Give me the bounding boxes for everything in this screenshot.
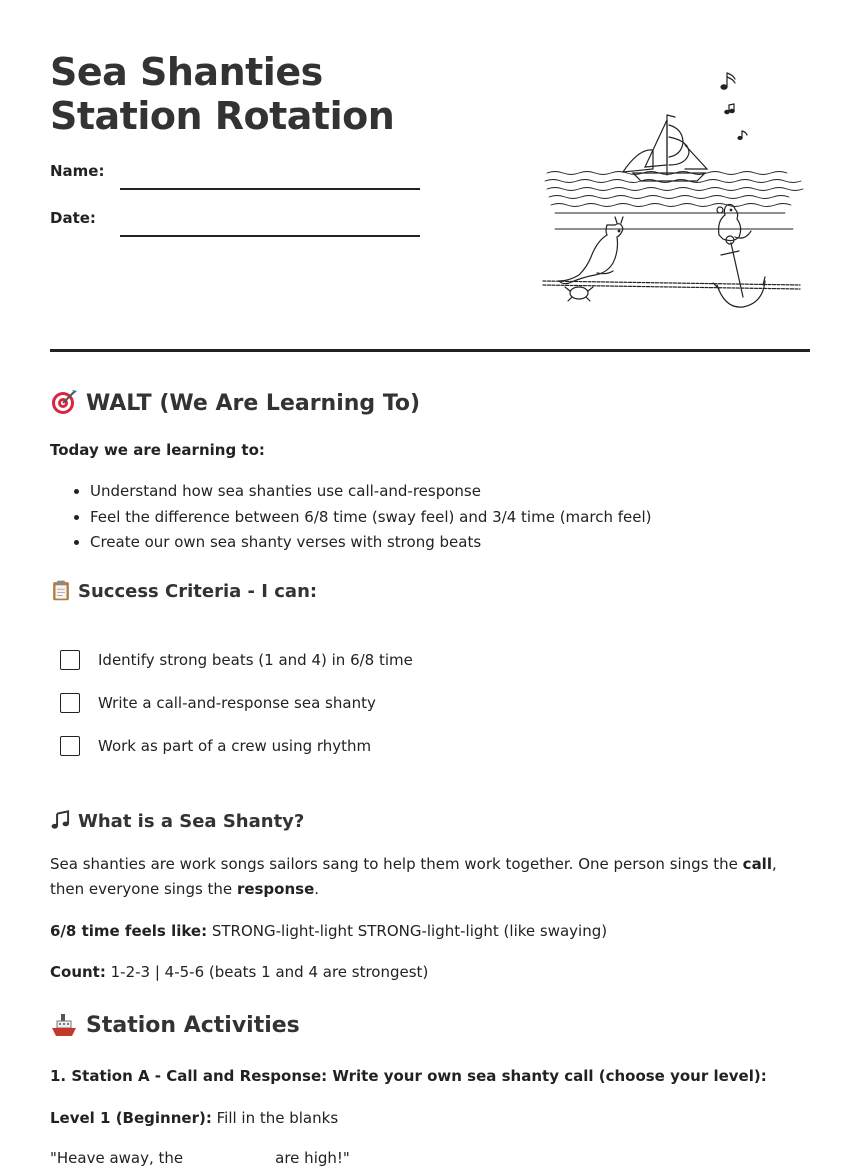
count-line: Count: 1-2-3 | 4-5-6 (beats 1 and 4 are strongest) bbox=[50, 963, 429, 981]
stations-heading bbox=[50, 1010, 300, 1038]
music-note-icon bbox=[738, 131, 747, 140]
mouse-drawing bbox=[717, 205, 751, 241]
shanty-description: Sea shanties are work songs sailors sang to help them work together. One person sings the call, then everyone sings the response. bbox=[50, 855, 777, 898]
name-line[interactable] bbox=[120, 188, 420, 190]
success-heading bbox=[50, 578, 317, 602]
music-note-icon bbox=[50, 808, 72, 832]
feel-line: 6/8 time feels like: STRONG-light-light STRONG-light-light (like swaying) bbox=[50, 922, 608, 940]
date-field[interactable] bbox=[50, 209, 430, 237]
ship-icon bbox=[50, 1010, 78, 1038]
checklist-label: Write a call-and-response sea shanty bbox=[98, 694, 376, 712]
waves-drawing bbox=[545, 172, 803, 230]
checklist-label: Identify strong beats (1 and 4) in 6/8 time bbox=[98, 651, 413, 669]
shanty-heading-text: What is a Sea Shanty? bbox=[78, 811, 305, 832]
checklist-label: Work as part of a crew using rhythm bbox=[98, 737, 372, 755]
name-field[interactable] bbox=[50, 162, 430, 190]
checkbox[interactable] bbox=[60, 736, 80, 756]
header-divider bbox=[50, 349, 810, 352]
music-note-icon bbox=[725, 104, 734, 114]
fill-blank-line: "Heave away, the are high!" bbox=[50, 1149, 350, 1167]
walt-heading bbox=[50, 388, 420, 416]
shanty-heading bbox=[50, 808, 304, 832]
crab-drawing bbox=[565, 287, 593, 301]
target-icon bbox=[50, 388, 78, 416]
date-label: Date: bbox=[50, 209, 96, 227]
page-title: Sea Shanties Station Rotation bbox=[50, 50, 395, 138]
sea-illustration bbox=[535, 65, 810, 315]
checkbox[interactable] bbox=[60, 650, 80, 670]
station-a-title: 1. Station A - Call and Response: Write your own sea shanty call (choose your level): bbox=[50, 1067, 767, 1085]
anchor-drawing bbox=[713, 236, 765, 307]
date-line[interactable] bbox=[120, 235, 420, 237]
level-1-line: Level 1 (Beginner): Fill in the blanks bbox=[50, 1109, 339, 1127]
list-item: • Feel the difference between 6/8 time (sway feel) and 3/4 time (march feel) bbox=[90, 505, 651, 531]
checkbox[interactable] bbox=[60, 693, 80, 713]
walt-list bbox=[50, 479, 651, 556]
stations-heading-text: Station Activities bbox=[86, 1013, 300, 1038]
kangaroo-drawing bbox=[559, 217, 623, 284]
success-heading-text: Success Criteria - I can: bbox=[78, 581, 318, 602]
list-item: • Understand how sea shanties use call-and-response bbox=[90, 479, 651, 505]
clipboard-icon bbox=[50, 578, 72, 602]
list-item: • Create our own sea shanty verses with strong beats bbox=[90, 530, 651, 556]
name-label: Name: bbox=[50, 162, 105, 180]
walt-heading-text: WALT (We Are Learning To) bbox=[86, 391, 421, 416]
walt-intro: Today we are learning to: bbox=[50, 441, 265, 459]
music-note-icon bbox=[721, 73, 735, 89]
ship-drawing bbox=[623, 115, 707, 181]
